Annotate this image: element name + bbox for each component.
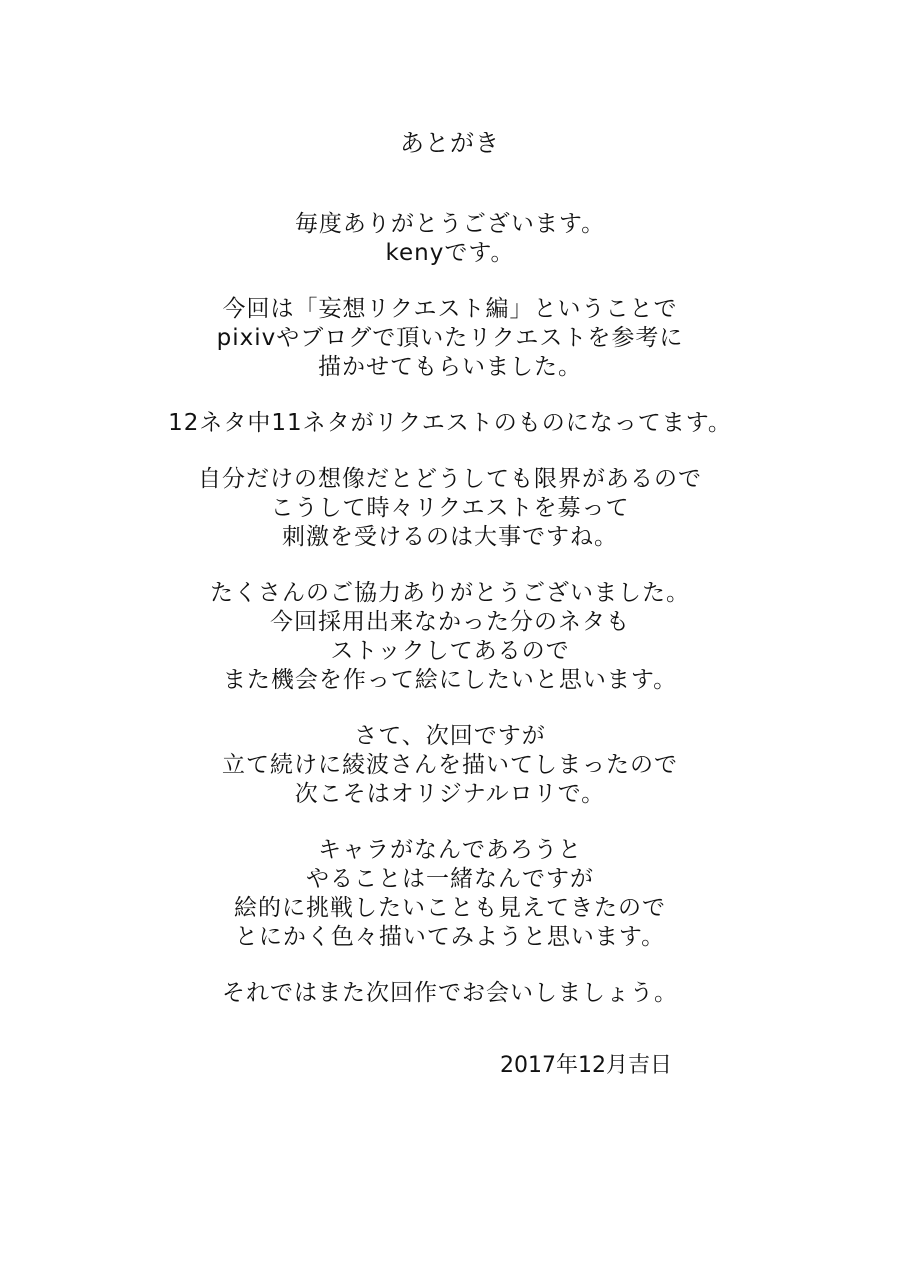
text-line: それではまた次回作でお会いしましょう。 <box>222 980 678 1006</box>
paragraph <box>0 295 900 382</box>
afterword-body <box>0 210 900 1035</box>
text-line: こうして時々リクエストを募って <box>270 495 630 521</box>
text-line: 描かせてもらいました。 <box>318 354 582 380</box>
signature-date: 2017年12月吉日 <box>500 1053 672 1078</box>
text-line: さて、次回ですが <box>354 723 546 749</box>
text-line: やることは一緒なんですが <box>306 866 594 892</box>
text-line: 次こそはオリジナルロリで。 <box>294 781 606 807</box>
text-line: キャラがなんであろうと <box>318 837 582 863</box>
text-line: pixivやブログで頂いたリクエストを参考に <box>216 325 684 351</box>
text-line: 毎度ありがとうございます。 <box>294 211 606 237</box>
paragraph <box>0 210 900 268</box>
text-line: kenyです。 <box>385 240 515 266</box>
paragraph <box>0 409 900 438</box>
text-line: 刺激を受けるのは大事ですね。 <box>282 524 618 550</box>
text-line: とにかく色々描いてみようと思います。 <box>234 924 666 950</box>
text-line: 自分だけの想像だとどうしても限界があるので <box>198 466 702 492</box>
page-title: あとがき <box>400 129 500 157</box>
text-line: たくさんのご協力ありがとうございました。 <box>210 580 690 606</box>
text-line: 12ネタ中11ネタがリクエストのものになってます。 <box>168 410 732 436</box>
text-line: 今回採用出来なかった分のネタも <box>270 609 630 635</box>
paragraph <box>0 836 900 952</box>
text-line: 今回は「妄想リクエスト編」ということで <box>222 296 678 322</box>
paragraph <box>0 579 900 695</box>
paragraph <box>0 722 900 809</box>
text-line: また機会を作って絵にしたいと思います。 <box>222 667 678 693</box>
text-line: 立て続けに綾波さんを描いてしまったので <box>222 752 678 778</box>
paragraph <box>0 979 900 1008</box>
text-line: ストックしてあるので <box>330 638 570 664</box>
text-line: 絵的に挑戦したいことも見えてきたので <box>234 895 666 921</box>
paragraph <box>0 465 900 552</box>
